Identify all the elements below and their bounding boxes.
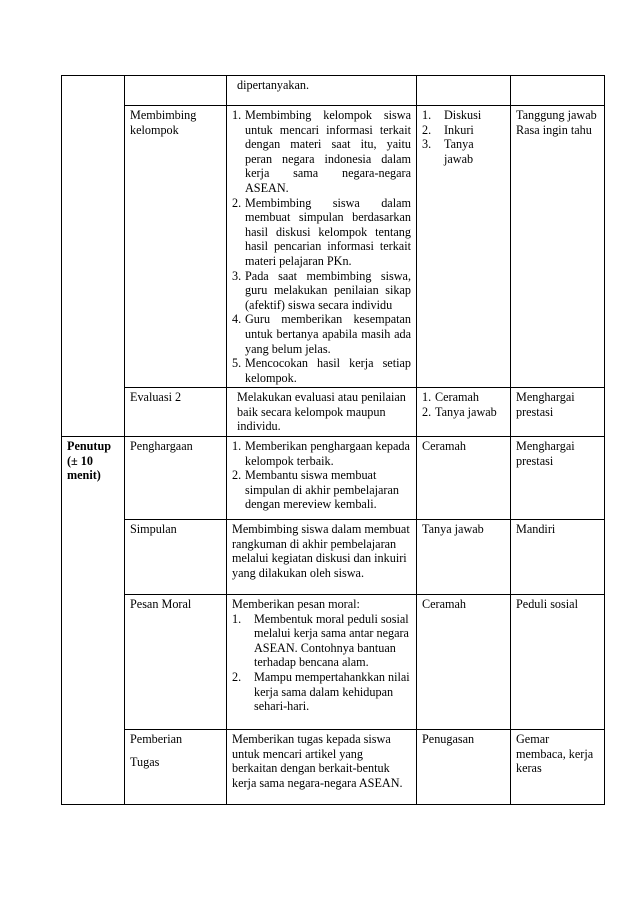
list-item: 5. Mencocokan hasil kerja setiap kelompok. xyxy=(232,356,411,385)
values-cell xyxy=(511,437,605,520)
activity-cell xyxy=(227,730,417,805)
list-item: 1. Diskusi xyxy=(422,108,482,122)
step-text: Tugas xyxy=(130,754,160,769)
list-item: 2. Membimbing siswa dalam membuat simpulan berdasarkan hasil diskusi kelompok tentang hasil pencarian informasi terkait materi pelajaran PKn. xyxy=(232,195,411,268)
method-text: Penugasan xyxy=(422,732,475,747)
step-cell xyxy=(125,730,227,805)
method-cell xyxy=(417,520,511,595)
table-row xyxy=(62,76,605,106)
activity-cell xyxy=(227,520,417,595)
activity-list xyxy=(232,439,411,512)
table-row xyxy=(62,520,605,595)
method-cell xyxy=(417,106,511,388)
phase-cell xyxy=(62,76,125,437)
phase-cell xyxy=(62,437,125,805)
table-row xyxy=(62,388,605,437)
step-cell xyxy=(125,520,227,595)
activity-cell xyxy=(227,595,417,730)
activity-cell xyxy=(227,106,417,388)
step-cell xyxy=(125,437,227,520)
step-cell xyxy=(125,595,227,730)
values-text: Mandiri xyxy=(516,522,556,537)
method-list xyxy=(422,390,505,419)
activity-text: Membimbing siswa dalam membuat rangkuman di akhir pembelajaran melalui kegiatan diskusi dan inkuiri yang dilakukan oleh siswa. xyxy=(232,522,410,580)
step-text: Simpulan xyxy=(130,522,177,537)
step-text: Penghargaan xyxy=(130,439,193,454)
table-row xyxy=(62,437,605,520)
list-item: 3. Tanya jawab xyxy=(422,137,474,166)
step-cell xyxy=(125,76,227,106)
values-cell xyxy=(511,388,605,437)
list-item: 1. Memberikan penghargaan kepada kelompok terbaik. xyxy=(232,439,410,468)
table-row xyxy=(62,730,605,805)
values-text: Menghargai prestasi xyxy=(516,390,575,419)
activity-intro: Memberikan pesan moral: xyxy=(232,597,360,612)
method-cell xyxy=(417,437,511,520)
method-list xyxy=(422,108,505,166)
values-text: Menghargai prestasi xyxy=(516,439,575,468)
values-text: Peduli sosial xyxy=(516,597,578,612)
method-cell xyxy=(417,730,511,805)
activity-cell xyxy=(227,76,417,106)
values-text: Tanggung jawab Rasa ingin tahu xyxy=(516,108,597,137)
method-cell xyxy=(417,76,511,106)
activity-text: dipertanyakan. xyxy=(237,78,310,92)
values-cell xyxy=(511,76,605,106)
values-cell xyxy=(511,595,605,730)
activity-text: Memberikan tugas kepada siswa untuk mencari artikel yang berkaitan dengan berkait-bentuk kerja sama negara-negara ASEAN. xyxy=(232,732,403,790)
method-text: Ceramah xyxy=(422,439,466,454)
activity-text: Melakukan evaluasi atau penilaian baik secara kelompok maupun individu. xyxy=(237,390,406,434)
list-item: 2. Tanya jawab xyxy=(422,404,497,419)
step-text: Pemberian xyxy=(130,732,183,747)
activity-cell xyxy=(227,388,417,437)
list-item: 1. Membimbing kelompok siswa untuk mencari informasi terkait dengan materi saat itu, yaitu peran negara indonesia dalam kerja sama negara-negara ASEAN. xyxy=(232,108,411,195)
method-cell xyxy=(417,388,511,437)
method-cell xyxy=(417,595,511,730)
values-text: Gemar membaca, kerja keras xyxy=(516,732,594,776)
activity-list xyxy=(232,108,411,385)
step-text: Membimbing kelompok xyxy=(130,108,197,137)
activity-cell xyxy=(227,437,417,520)
list-item: 2. Mampu mempertahankkan nilai kerja sama dalam kehidupan sehari-hari. xyxy=(232,670,410,714)
list-item: 2. Inkuri xyxy=(422,122,474,137)
list-item: 2. Membantu siswa membuat simpulan di akhir pembelajaran dengan mereview kembali. xyxy=(232,468,399,512)
table-row xyxy=(62,106,605,388)
list-item: 1. Ceramah xyxy=(422,390,479,405)
list-item: 3. Pada saat membimbing siswa, guru melakukan penilaian sikap (afektif) siswa secara individu xyxy=(232,268,411,312)
list-item: 4. Guru memberikan kesempatan untuk bertanya apabila masih ada yang belum jelas. xyxy=(232,312,411,356)
step-text: Pesan Moral xyxy=(130,597,192,612)
step-text: Evaluasi 2 xyxy=(130,390,182,405)
lesson-plan-table xyxy=(61,75,605,805)
phase-label: Penutup (± 10 menit) xyxy=(67,439,112,483)
values-cell xyxy=(511,520,605,595)
step-cell xyxy=(125,106,227,388)
method-text: Ceramah xyxy=(422,597,466,612)
table-row xyxy=(62,595,605,730)
step-cell xyxy=(125,388,227,437)
list-item: 1. Membentuk moral peduli sosial melalui kerja sama antar negara ASEAN. Contohnya bantuan terhadap bencana alam. xyxy=(232,611,409,670)
method-text: Tanya jawab xyxy=(422,522,484,537)
activity-list xyxy=(232,612,411,714)
values-cell xyxy=(511,730,605,805)
values-cell xyxy=(511,106,605,388)
